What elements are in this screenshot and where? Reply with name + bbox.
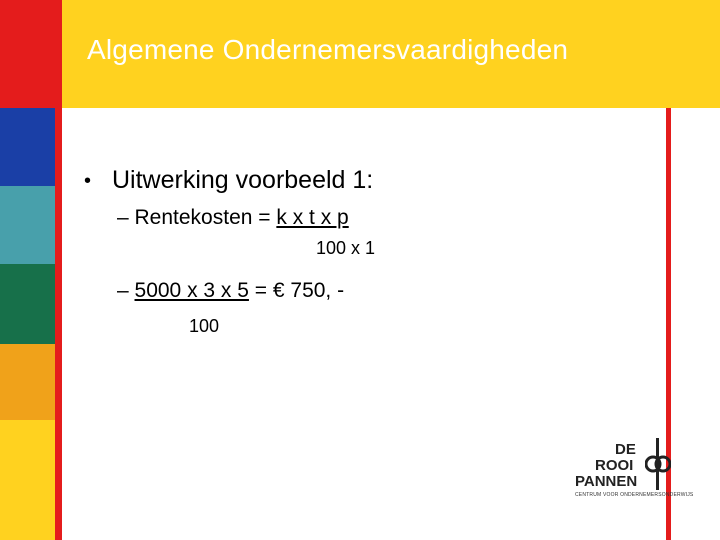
logo-subtitle: CENTRUM VOOR ONDERNEMERSONDERWIJS	[575, 492, 694, 498]
logo-line-2: ROOI	[595, 457, 634, 474]
formula-line-1-denominator: 100 x 1	[316, 238, 376, 258]
bullet-marker: •	[84, 170, 92, 192]
formula-line-1	[117, 206, 349, 230]
logo-line-1: DE	[615, 441, 636, 458]
formula-line-2-dash: –	[117, 279, 135, 302]
logo-mark-icon	[645, 438, 671, 490]
de-rooi-pannen-logo	[575, 438, 694, 502]
formula-line-2-result: = € 750, -	[248, 279, 345, 302]
formula-line-1-numerator: k x t x p	[276, 206, 349, 229]
logo-line-3: PANNEN	[575, 473, 638, 490]
bullet-heading: Uitwerking voorbeeld 1:	[112, 166, 374, 194]
slide-title: Algemene Ondernemersvaardigheden	[87, 34, 569, 65]
formula-line-2-denominator: 100	[189, 316, 220, 336]
formula-line-2	[117, 279, 344, 303]
formula-line-2-numerator: 5000 x 3 x 5	[134, 279, 249, 302]
formula-line-1-label: – Rentekosten =	[117, 206, 277, 229]
